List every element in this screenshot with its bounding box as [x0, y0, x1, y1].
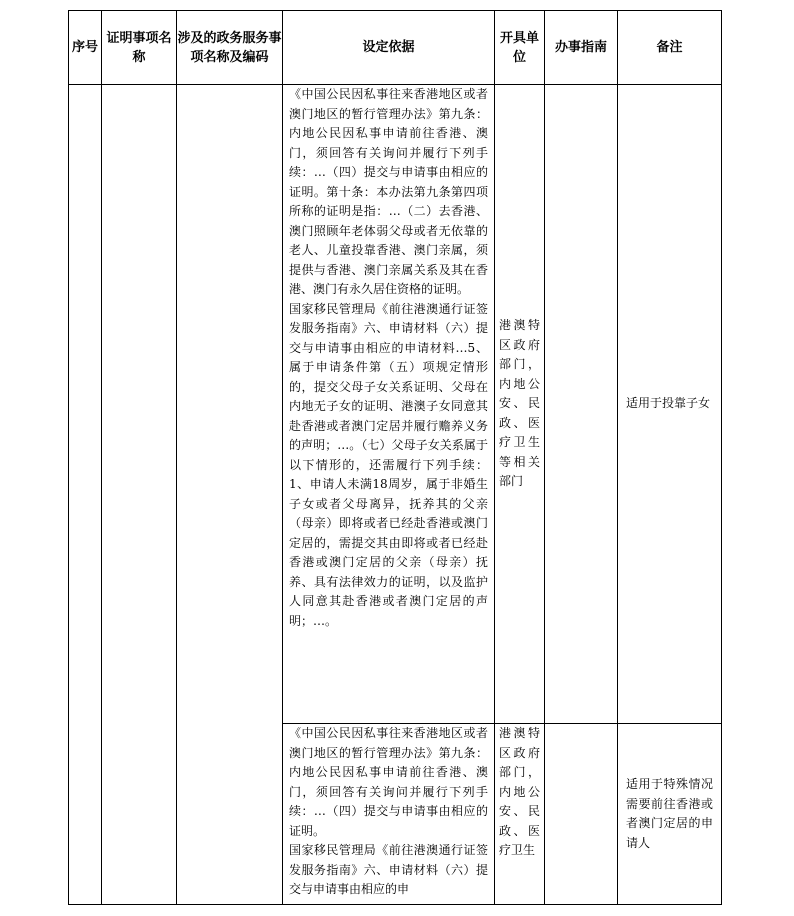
seq-cell: [69, 85, 102, 905]
guide-cell: [545, 724, 618, 905]
header-issuer: 开具单位: [495, 11, 545, 85]
cert-name-cell: [102, 85, 177, 905]
certificate-table: [68, 10, 722, 905]
issuer-cell: [495, 724, 545, 905]
remark-cell: 适用于投靠子女: [618, 85, 722, 724]
header-cert-name: 证明事项名称: [102, 11, 177, 85]
service-item-cell: [177, 85, 283, 905]
header-basis: 设定依据: [283, 11, 495, 85]
remark-cell: 适用于特殊情况需要前往香港或者澳门定居的申请人: [618, 724, 722, 905]
header-remark: 备注: [618, 11, 722, 85]
basis-cell: [283, 85, 495, 724]
basis-paragraph: 《中国公民因私事往来香港地区或者澳门地区的暂行管理办法》第九条：内地公民因私事申请前往香港、澳门，须回答有关询问并履行下列手续：…（四）提交与申请事由相应的证明。第十条：本办法第九条第四项所称的证明是指：…（二）去香港、澳门照顾年老体弱父母或者无依靠的老人、儿童投靠香港、澳门亲属，须提供与香港、澳门亲属关系及其在香港、澳门有永久居住资格的证明。: [289, 87, 488, 296]
basis-paragraph: 《中国公民因私事往来香港地区或者澳门地区的暂行管理办法》第九条：内地公民因私事申请前往香港、澳门，须回答有关询问并履行下列手续：…（四）提交与申请事由相应的证明。: [289, 726, 488, 838]
basis-paragraph: 国家移民管理局《前往港澳通行证签发服务指南》六、申请材料（六）提交与申请事由相应的申: [289, 843, 488, 896]
header-row: [69, 11, 722, 85]
header-service-item: 涉及的政务服务事项名称及编码: [177, 11, 283, 85]
table-row: [69, 85, 722, 724]
basis-cell: [283, 724, 495, 905]
header-seq: 序号: [69, 11, 102, 85]
header-guide: 办事指南: [545, 11, 618, 85]
basis-paragraph: 国家移民管理局《前往港澳通行证签发服务指南》六、申请材料（六）提交与申请事由相应的申请材料…5、属于申请条件第（五）项规定情形的，提交父母子女关系证明、父母在内地无子女的证明、港澳子女同意其赴香港或者澳门定居并履行赡养义务的声明；…。（七）父母子女关系属于以下情形的，还需履行下列手续：1、申请人未满18周岁，属于非婚生子女或者父母离异，抚养其的父亲（母亲）即将或者已经赴香港或澳门定居的，需提交其由即将或者已经赴香港或澳门定居的父亲（母亲）抚养、具有法律效力的证明，以及监护人同意其赴香港或者澳门定居的声明；…。: [289, 301, 488, 628]
guide-cell: [545, 85, 618, 724]
issuer-text: 港澳特区政府部门，内地公安、民政、医疗卫生: [499, 726, 540, 857]
issuer-cell: 港澳特区政府部门，内地公安、民政、医疗卫生等相关部门: [495, 85, 545, 724]
